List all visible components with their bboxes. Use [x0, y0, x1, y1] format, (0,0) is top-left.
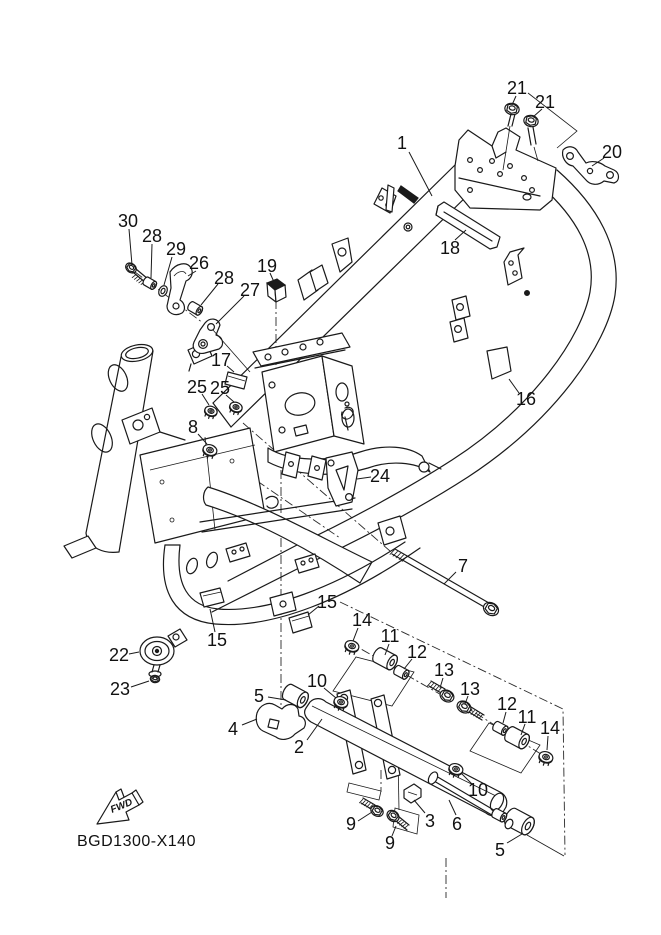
pivot-lug — [270, 592, 296, 616]
part-callout-8-8: 8 — [187, 417, 199, 437]
part-callout-5-4: 5 — [253, 686, 265, 706]
part-callout-14-20: 14 — [539, 718, 561, 738]
part-callout-25-34: 25 — [209, 378, 231, 398]
leader-line-15-21 — [210, 609, 215, 632]
nut-14-right — [537, 750, 555, 767]
part-callout-30-40: 30 — [117, 211, 139, 231]
leader-line-9-9 — [358, 812, 372, 821]
part-callout-2-1: 2 — [293, 737, 305, 757]
part-callout-28-37: 28 — [141, 226, 163, 246]
part-callout-15-22: 15 — [316, 592, 338, 612]
rear-bracket — [455, 128, 556, 210]
leader-line-4-3 — [242, 719, 257, 725]
part-callout-29-39: 29 — [165, 239, 187, 259]
part-callout-4-3: 4 — [227, 719, 239, 739]
clamp-4 — [256, 703, 305, 739]
part-callout-19-26: 19 — [256, 256, 278, 276]
leader-line-28-37 — [151, 244, 152, 278]
leader-line-6-6 — [449, 800, 456, 815]
part-callout-7-7: 7 — [457, 556, 469, 576]
leader-line-30-40 — [129, 229, 132, 265]
right-rail-lugs — [378, 248, 529, 545]
plate-outline-9a — [347, 783, 381, 800]
part-19-block — [267, 279, 286, 302]
bolt-23 — [150, 675, 160, 683]
bracket-3 — [404, 784, 421, 803]
part-callout-14-19: 14 — [351, 610, 373, 630]
part-callout-22-30: 22 — [108, 645, 130, 665]
leader-line-3-2 — [414, 800, 425, 813]
fwd-arrow — [97, 789, 143, 824]
part-24-bracket — [326, 452, 358, 506]
leader-line-23-31 — [131, 681, 149, 687]
bolt-13-left — [427, 681, 456, 704]
part-callout-28-38: 28 — [213, 268, 235, 288]
part-callout-6-6: 6 — [451, 814, 463, 834]
rail-tabs — [298, 185, 418, 300]
part-callout-5-5: 5 — [494, 840, 506, 860]
drawing-code: BGD1300-X140 — [77, 833, 196, 850]
part-callout-9-10: 9 — [384, 833, 396, 853]
part-callout-23-31: 23 — [109, 679, 131, 699]
leader-line-27-36 — [216, 296, 244, 324]
part-callout-10-12: 10 — [467, 780, 489, 800]
bushing-28-a — [142, 276, 158, 290]
tab-15-left — [200, 588, 224, 607]
part-callout-9-9: 9 — [345, 814, 357, 834]
part-callout-25-33: 25 — [186, 377, 208, 397]
part-callout-12-16: 12 — [496, 694, 518, 714]
leader-line-1-0 — [409, 152, 432, 196]
part-callout-27-36: 27 — [239, 280, 261, 300]
part-callout-12-15: 12 — [406, 642, 428, 662]
part-callout-3-2: 3 — [424, 811, 436, 831]
part-callout-11-13: 11 — [380, 626, 400, 646]
part-callout-11-14: 11 — [517, 707, 537, 727]
part-callout-24-32: 24 — [369, 466, 391, 486]
horn-22 — [140, 629, 187, 677]
part-callout-13-17: 13 — [433, 660, 455, 680]
part-callout-18-25: 18 — [439, 238, 461, 258]
fwd-arrow-label: FWD — [109, 797, 135, 816]
part-callout-21-28: 21 — [506, 78, 528, 98]
bolt-9-a — [359, 798, 385, 819]
nut-25-b — [228, 401, 244, 417]
leader-line-22-30 — [129, 652, 139, 654]
leader-line-5-5 — [507, 834, 522, 843]
part-callout-1-0: 1 — [396, 133, 408, 153]
part-callout-21-29: 21 — [534, 92, 556, 112]
part-callout-10-11: 10 — [306, 671, 328, 691]
part-callout-26-35: 26 — [188, 253, 210, 273]
hook-wire — [266, 496, 278, 508]
nut-14-left — [343, 639, 361, 656]
leader-line-24-32 — [357, 477, 371, 479]
part-callout-15-21: 15 — [206, 630, 228, 650]
part-callout-17-24: 17 — [210, 350, 232, 370]
bushing-28-b — [186, 301, 203, 317]
part-callout-16-23: 16 — [515, 389, 537, 409]
part-callout-20-27: 20 — [601, 142, 623, 162]
bolt-13-right — [455, 699, 484, 720]
part-callout-13-18: 13 — [459, 679, 481, 699]
bolt-7 — [390, 549, 501, 619]
leader-line-14-20 — [547, 736, 548, 750]
pin — [398, 186, 418, 203]
part-16-pad — [487, 347, 511, 379]
